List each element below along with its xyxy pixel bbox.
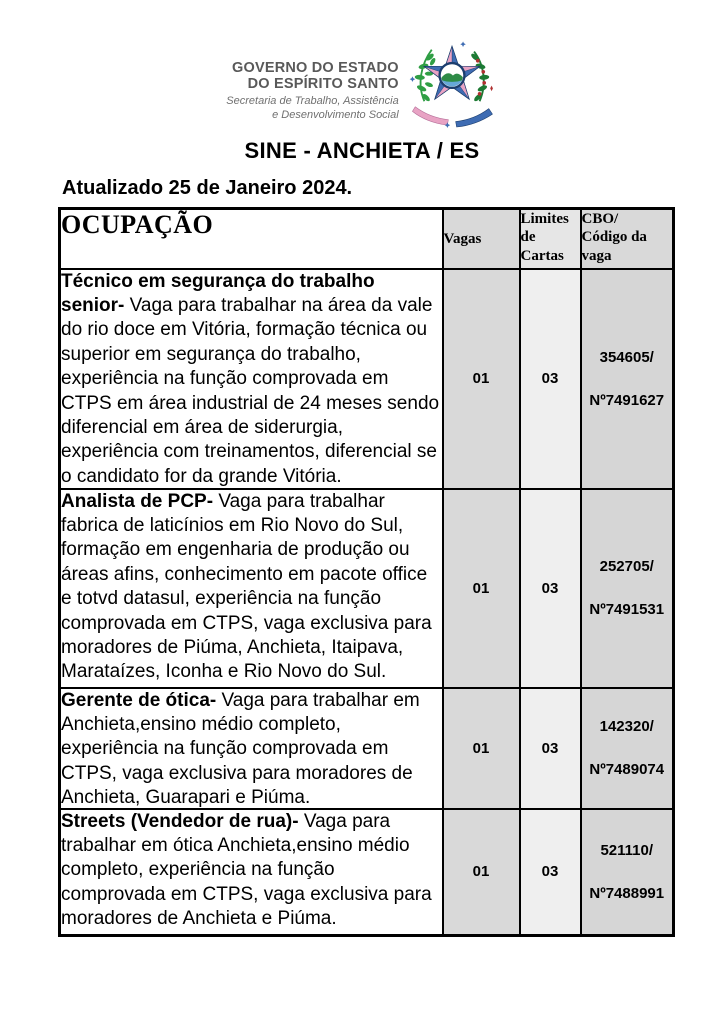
cbo-cell [581, 688, 674, 809]
job-description: Vaga para trabalhar fabrica de laticínios em Rio Novo do Sul, formação em engenharia de produção ou áreas afins, conhecimento em pacote office e totvd datasul, experiência na função comprovada em CTPS, vaga exclusiva para moradores de Piúma, Anchieta, Itaipava, Marataízes, Iconha e Rio Novo do Sul. [61, 490, 432, 683]
limites-cell: 03 [520, 269, 581, 489]
letterhead-text [226, 33, 398, 123]
job-title: Gerente de ótica- [61, 689, 217, 711]
job-row [60, 489, 674, 688]
job-description-cell [60, 688, 443, 809]
job-description-cell [60, 269, 443, 489]
job-description: Vaga para trabalhar em Anchieta,ensino médio completo, experiência na função comprovada em CTPS, vaga exclusiva para moradores de Anchieta, Guarapari e Piúma. [61, 689, 420, 807]
vagas-cell: 01 [443, 688, 520, 809]
limites-cell: 03 [520, 688, 581, 809]
job-row [60, 269, 674, 489]
job-description: Vaga para trabalhar em ótica Anchieta,ensino médio completo, experiência na função comprovada em CTPS, vaga exclusiva para moradores de Anchieta e Piúma. [61, 810, 432, 930]
cbo-number: Nº7489074 [589, 761, 665, 778]
column-header-occupation: OCUPAÇÃO [60, 209, 443, 269]
job-row [60, 809, 674, 936]
state-coat-of-arms-icon [406, 33, 498, 129]
limites-cell: 03 [520, 809, 581, 936]
secretariat-line2: e Desenvolvimento Social [272, 109, 399, 122]
job-title: Técnico em segurança do trabalho senior- [61, 270, 375, 316]
updated-date: Atualizado 25 de Janeiro 2024. [62, 177, 353, 199]
government-letterhead [0, 0, 724, 130]
cbo-number: Nº7491531 [589, 601, 665, 618]
column-header-vagas: Vagas [443, 209, 520, 269]
job-description-cell [60, 489, 443, 688]
vagas-cell: 01 [443, 809, 520, 936]
secretariat-line1: Secretaria de Trabalho, Assistência [226, 95, 399, 108]
vagas-cell: 01 [443, 489, 520, 688]
cbo-cell [581, 269, 674, 489]
table-header-row [60, 209, 674, 269]
job-description-cell [60, 809, 443, 936]
column-header-limites: Limites de Cartas [520, 209, 581, 269]
cbo-code: 252705/ [599, 558, 654, 575]
cbo-code: 354605/ [599, 348, 654, 366]
cbo-cell [581, 809, 674, 936]
cbo-code: 142320/ [599, 718, 654, 735]
job-description: Vaga para trabalhar na área da vale do rio doce em Vitória, formação técnica ou superior em segurança do trabalho, experiência na função comprovada em CTPS em área industrial de 24 meses sendo diferencial em área de siderurgia, experiência com treinamentos, diferencial se o candidato for da grande Vitória. [61, 294, 440, 487]
vagas-cell: 01 [443, 269, 520, 489]
cbo-number: Nº7488991 [589, 884, 665, 902]
cbo-cell [581, 489, 674, 688]
org-name-line1: GOVERNO DO ESTADO [232, 60, 399, 76]
cbo-number: Nº7491627 [589, 391, 665, 409]
cbo-code: 521110/ [600, 841, 654, 859]
job-title: Analista de PCP- [61, 490, 214, 512]
page-title: SINE - ANCHIETA / ES [244, 138, 480, 163]
org-name-line2: DO ESPÍRITO SANTO [247, 76, 399, 93]
job-title: Streets (Vendedor de rua)- [61, 810, 299, 832]
column-header-cbo: CBO/ Código da vaga [581, 209, 674, 269]
job-row [60, 688, 674, 809]
job-listings-table [58, 207, 675, 937]
limites-cell: 03 [520, 489, 581, 688]
